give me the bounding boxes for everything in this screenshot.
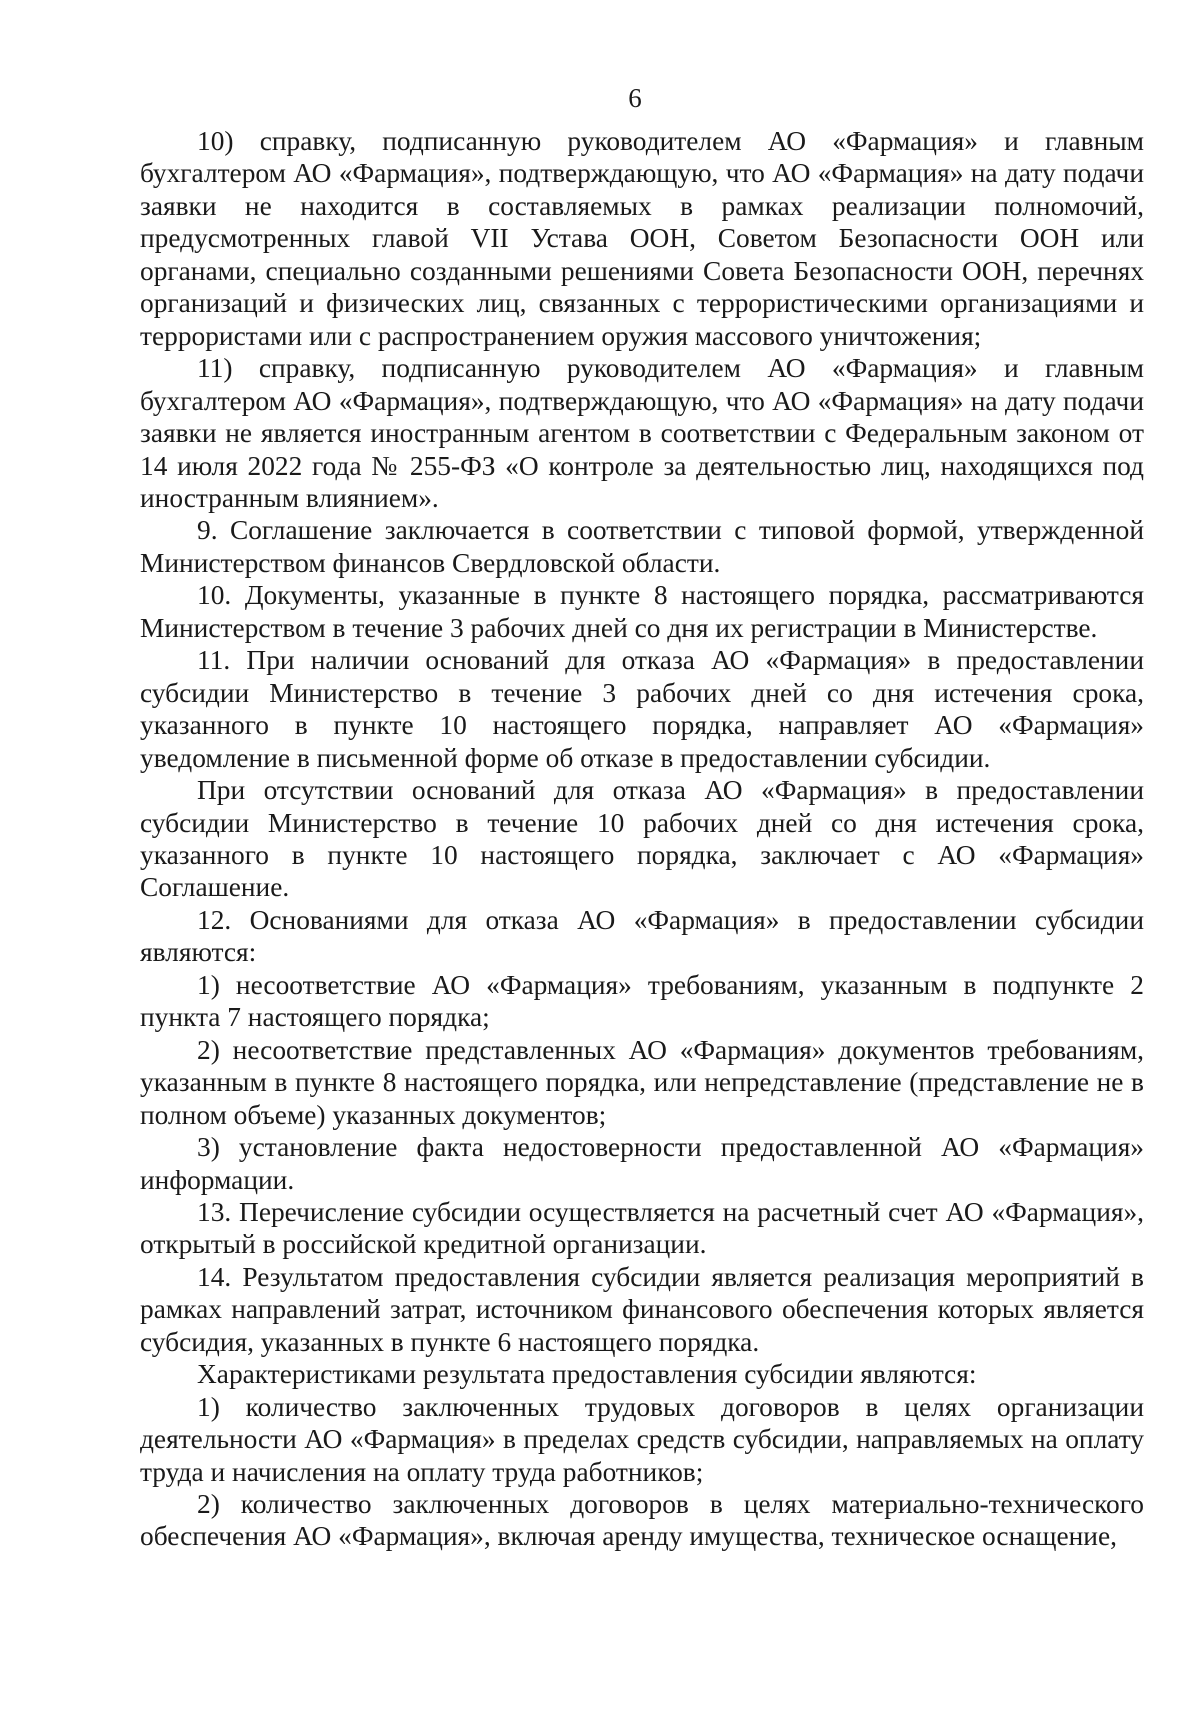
- page-number: 6: [628, 83, 642, 113]
- paragraph-item-12-sub-1: 1) несоответствие АО «Фармация» требованиям, указанным в подпункте 2 пункта 7 настоящего порядка;: [140, 969, 1144, 1033]
- paragraph-item-13: 13. Перечисление субсидии осуществляется на расчетный счет АО «Фармация», открытый в российской кредитной организации.: [140, 1196, 1144, 1260]
- paragraph-item-14-sub-1: 1) количество заключенных трудовых договоров в целях организации деятельности АО «Фармация» в пределах средств субсидии, направляемых на оплату труда и начисления на оплату труда работников;: [140, 1391, 1144, 1487]
- document-body: [140, 125, 1144, 1553]
- paragraph-item-12-sub-2: 2) несоответствие представленных АО «Фармация» документов требованиям, указанным в пункте 8 настоящего порядка, или непредставление (представление не в полном объеме) указанных документов;: [140, 1034, 1144, 1130]
- paragraph-item-9: 9. Соглашение заключается в соответствии с типовой формой, утвержденной Министерством финансов Свердловской области.: [140, 515, 1144, 578]
- paragraph-subitem-10: 10) справку, подписанную руководителем АО «Фармация» и главным бухгалтером АО «Фармация», подтверждающую, что АО «Фармация» на дату подачи заявки не находится в составляемых в рамках реализации полномочий, предусмотренных главой VII Устава ООН, Советом Безопасности ООН или органами, специально созданными решениями Совета Безопасности ООН, перечнях организаций и физических лиц, связанных с террористическими организациями и террористами или с распространением оружия массового уничтожения;: [140, 126, 1144, 351]
- paragraph-item-12-sub-3: 3) установление факта недостоверности предоставленной АО «Фармация» информации.: [140, 1132, 1144, 1195]
- paragraph-item-11-continued: При отсутствии оснований для отказа АО «Фармация» в предоставлении субсидии Министерство в течение 10 рабочих дней со дня истечения срока, указанного в пункте 10 настоящего порядка, заключает с АО «Фармация» Соглашение.: [140, 775, 1144, 903]
- paragraph-item-14-sub-2: 2) количество заключенных договоров в целях материально-технического обеспечения АО «Фармация», включая аренду имущества, техническое оснащение,: [140, 1489, 1144, 1552]
- paragraph-item-11: 11. При наличии оснований для отказа АО «Фармация» в предоставлении субсидии Министерство в течение 3 рабочих дней со дня истечения срока, указанного в пункте 10 настоящего порядка, направляет АО «Фармация» уведомление в письменной форме об отказе в предоставлении субсидии.: [140, 645, 1144, 773]
- paragraph-item-10: 10. Документы, указанные в пункте 8 настоящего порядка, рассматриваются Министерством в течение 3 рабочих дней со дня их регистрации в Министерстве.: [140, 580, 1144, 643]
- paragraph-item-12: 12. Основаниями для отказа АО «Фармация» в предоставлении субсидии являются:: [140, 904, 1144, 968]
- paragraph-item-14: 14. Результатом предоставления субсидии является реализация мероприятий в рамках направлений затрат, источником финансового обеспечения которых является субсидия, указанных в пункте 6 настоящего порядка.: [140, 1261, 1144, 1357]
- paragraph-item-14-characteristics: Характеристиками результата предоставления субсидии являются:: [197, 1359, 977, 1390]
- paragraph-subitem-11: 11) справку, подписанную руководителем АО «Фармация» и главным бухгалтером АО «Фармация», подтверждающую, что АО «Фармация» на дату подачи заявки не является иностранным агентом в соответствии с Федеральным законом от 14 июля 2022 года № 255-ФЗ «О контроле за деятельностью лиц, находящихся под иностранным влиянием».: [140, 353, 1144, 513]
